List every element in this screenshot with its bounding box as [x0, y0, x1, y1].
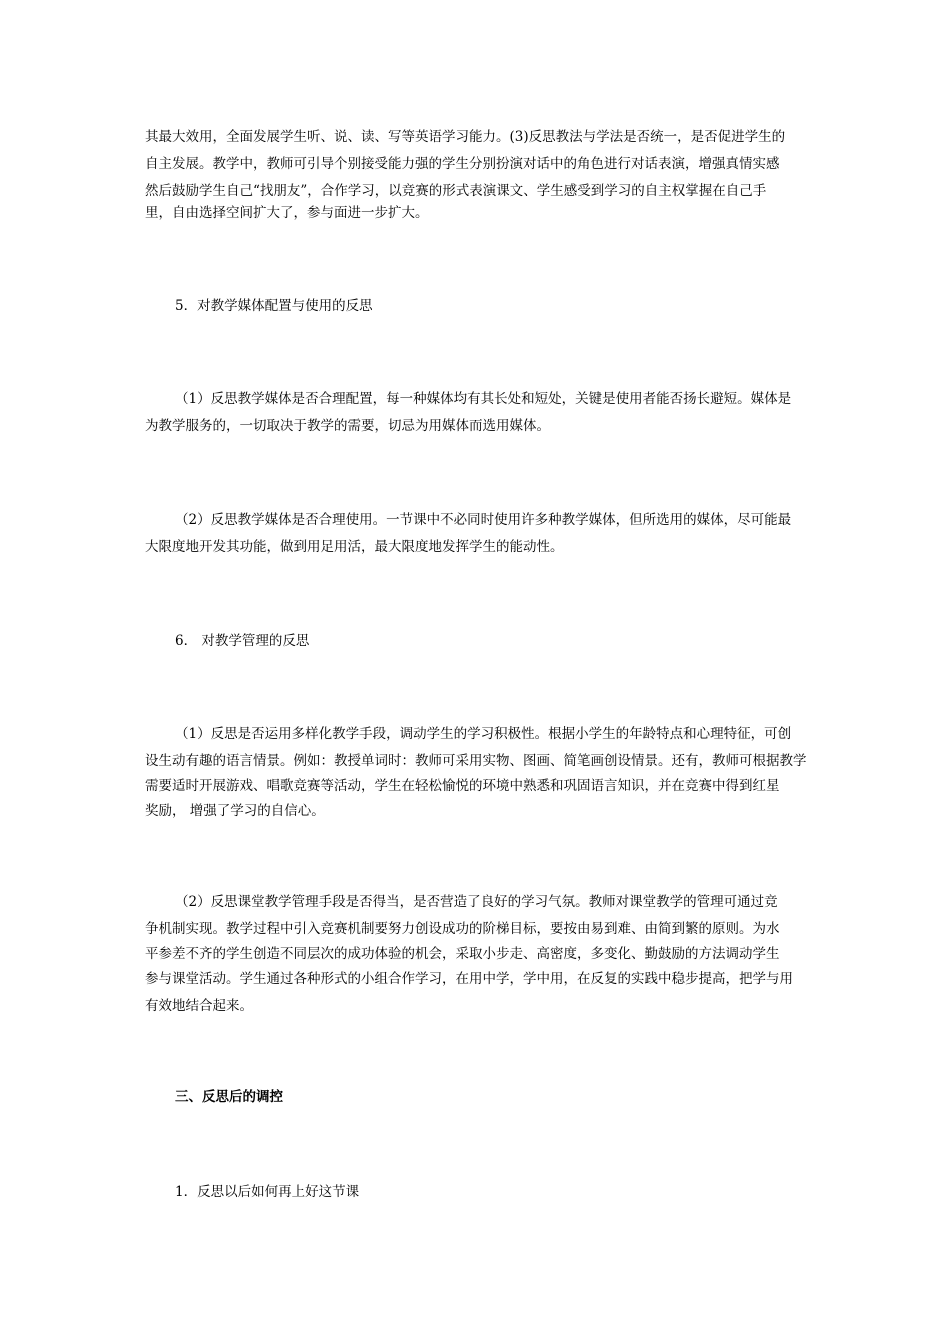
paragraph-line: 然后鼓励学生自己“找朋友”，合作学习，以竞赛的形式表演课文、学生感受到学习的自主权掌握在自己手 — [145, 183, 767, 199]
paragraph-line: 为教学服务的，一切取决于教学的需要，切忌为用媒体而选用媒体。 — [145, 418, 550, 434]
paragraph-line: 有效地结合起来。 — [145, 998, 253, 1014]
paragraph-line: 平参差不齐的学生创造不同层次的成功体验的机会，采取小步走、高密度，多变化、勤鼓励的方法调动学生 — [145, 946, 780, 962]
paragraph-line: （1）反思教学媒体是否合理配置，每一种媒体均有其长处和短处，关键是使用者能否扬长避短。媒体是 — [175, 391, 792, 407]
section-heading: 1．反思以后如何再上好这节课 — [175, 1184, 360, 1200]
paragraph-line: 自主发展。教学中，教师可引导个别接受能力强的学生分别扮演对话中的角色进行对话表演，增强真情实感 — [145, 156, 780, 172]
paragraph-line: 里，自由选择空间扩大了，参与面进一步扩大。 — [145, 205, 429, 221]
paragraph-line: 参与课堂活动。学生通过各种形式的小组合作学习，在用中学，学中用，在反复的实践中稳步提高，把学与用 — [145, 971, 793, 987]
paragraph-line: 大限度地开发其功能，做到用足用活，最大限度地发挥学生的能动性。 — [145, 539, 564, 555]
paragraph-line: 其最大效用，全面发展学生听、说、读、写等英语学习能力。(3)反思教法与学法是否统一，是否促进学生的 — [145, 129, 786, 145]
paragraph-line: （2）反思课堂教学管理手段是否得当，是否营造了良好的学习气氛。教师对课堂教学的管理可通过竞 — [175, 894, 778, 910]
paragraph-line: 设生动有趣的语言情景。例如：教授单词时：教师可采用实物、图画、简笔画创设情景。还有，教师可根据教学 — [145, 753, 807, 769]
section-heading: 6． 对教学管理的反思 — [175, 633, 310, 649]
paragraph-line: 需要适时开展游戏、唱歌竞赛等活动，学生在轻松愉悦的环境中熟悉和巩固语言知识，并在竞赛中得到红星 — [145, 778, 780, 794]
paragraph-line: 奖励， 增强了学习的自信心。 — [145, 803, 325, 819]
part-heading: 三、反思后的调控 — [175, 1089, 283, 1105]
paragraph-line: （2）反思教学媒体是否合理使用。一节课中不必同时使用许多种教学媒体，但所选用的媒体，尽可能最 — [175, 512, 792, 528]
paragraph-line: 争机制实现。教学过程中引入竞赛机制要努力创设成功的阶梯目标，要按由易到难、由简到繁的原则。为水 — [145, 921, 780, 937]
paragraph-line: （1）反思是否运用多样化教学手段，调动学生的学习积极性。根据小学生的年龄特点和心理特征，可创 — [175, 726, 792, 742]
section-heading: 5．对教学媒体配置与使用的反思 — [175, 298, 373, 314]
